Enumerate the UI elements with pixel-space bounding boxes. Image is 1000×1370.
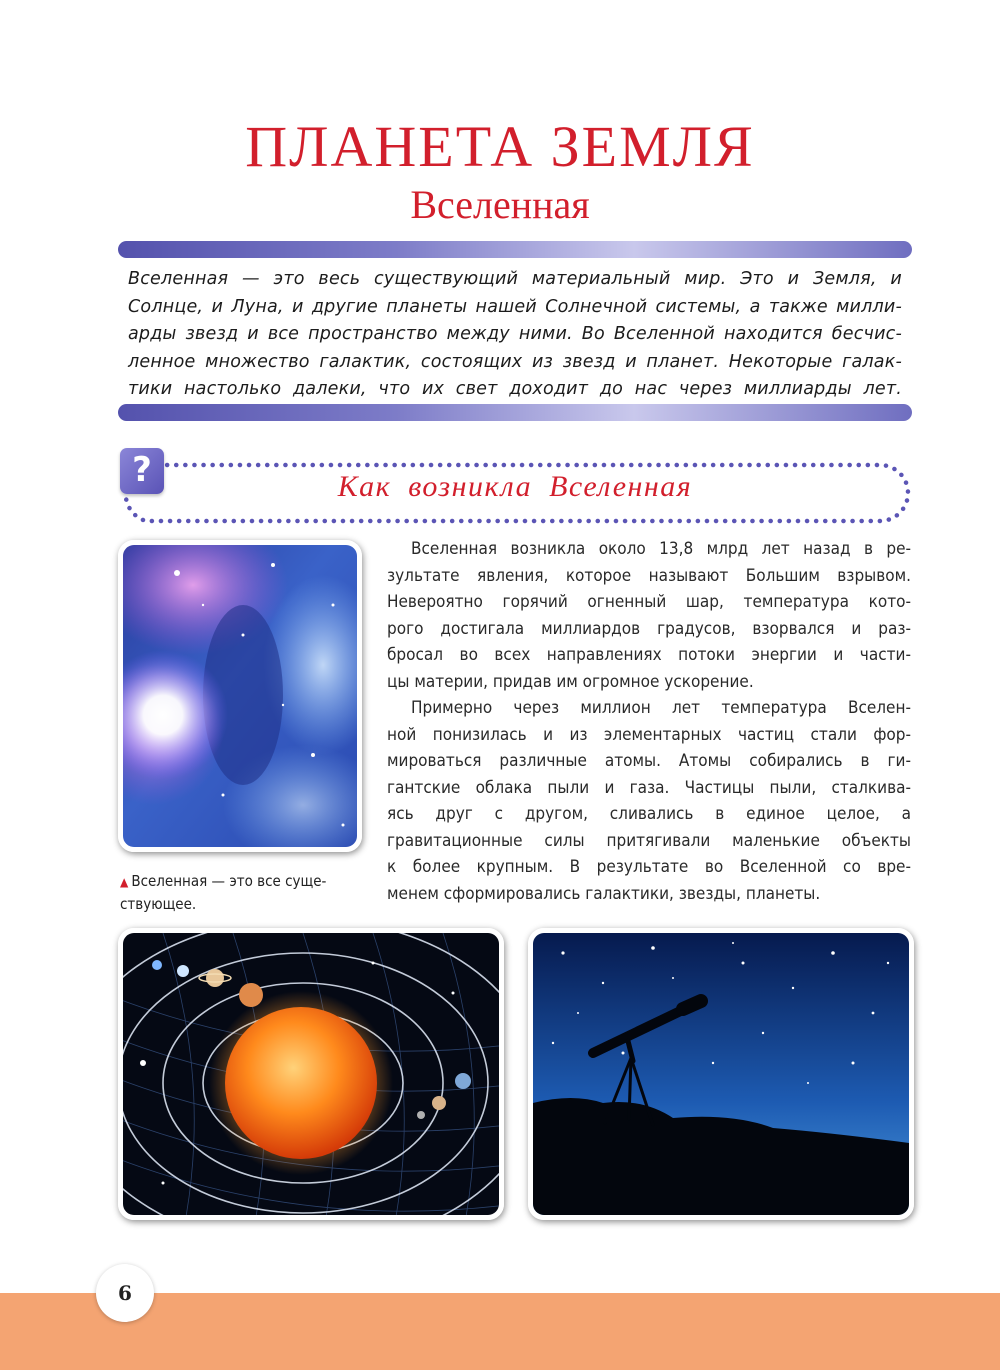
nebula-caption xyxy=(120,870,360,915)
body-line: бросал во всех направлениях потоки энергии и части- xyxy=(387,645,911,665)
page-title: ПЛАНЕТА ЗЕМЛЯ xyxy=(245,114,755,179)
question-mark: ? xyxy=(132,450,152,490)
intro-bottom-band xyxy=(118,404,912,421)
caption-marker: ▲ xyxy=(120,875,129,889)
intro-line: ленное множество галактик, состоящих из звезд и планет. Некоторые галак- xyxy=(128,351,902,372)
body-line: гантские облака пыли и газа. Частицы пыли, сталкива- xyxy=(387,777,911,798)
body-line: зультате явления, которое называют Большим взрывом. xyxy=(387,565,911,586)
solar-system-image xyxy=(118,928,504,1220)
intro-line: тики настолько далеки, что их свет доходит до нас через миллиарды лет. xyxy=(128,379,902,399)
page-number: 6 xyxy=(96,1264,154,1322)
body-line: мироваться различные атомы. Атомы собирались в ги- xyxy=(387,751,911,771)
body-line: Примерно через миллион лет температура Вселен- xyxy=(411,698,911,718)
body-line: ной понизилась и из элементарных частиц стали фор- xyxy=(387,724,911,745)
caption-line: Вселенная — это все суще- xyxy=(131,872,327,890)
body-line: к более крупным. В результате во Вселенной со вре- xyxy=(387,857,911,877)
nebula-image xyxy=(118,540,362,852)
telescope-image xyxy=(528,928,914,1220)
intro-line: Солнце, и Луна, и другие планеты нашей Солнечной системы, а также милли- xyxy=(128,296,902,317)
page-subtitle: Вселенная xyxy=(410,182,590,227)
body-line: Невероятно горячий огненный шар, температура кото- xyxy=(387,592,911,612)
body-line: рого достигала миллиардов градусов, взорвался и раз- xyxy=(387,618,911,639)
intro-top-band xyxy=(118,241,912,258)
section-heading: Как возникла Вселенная xyxy=(337,470,693,503)
body-line: ясь друг с другом, сливались в единое целое, а xyxy=(387,804,911,824)
intro-paragraph xyxy=(128,266,902,404)
body-line: гравитационные силы притягивали маленькие объекты xyxy=(387,830,911,851)
body-line: менем сформировались галактики, звезды, планеты. xyxy=(387,883,821,904)
body-text xyxy=(387,536,911,907)
intro-line: арды звезд и все пространство между ними. Во Вселенной находится бесчис- xyxy=(128,324,902,344)
body-line: Вселенная возникла около 13,8 млрд лет назад в ре- xyxy=(411,539,911,559)
intro-line: Вселенная — это весь существующий материальный мир. Это и Земля, и xyxy=(128,269,902,289)
body-line: цы материи, придав им огромное ускорение. xyxy=(387,671,754,692)
caption-line: ствующее. xyxy=(120,895,197,913)
